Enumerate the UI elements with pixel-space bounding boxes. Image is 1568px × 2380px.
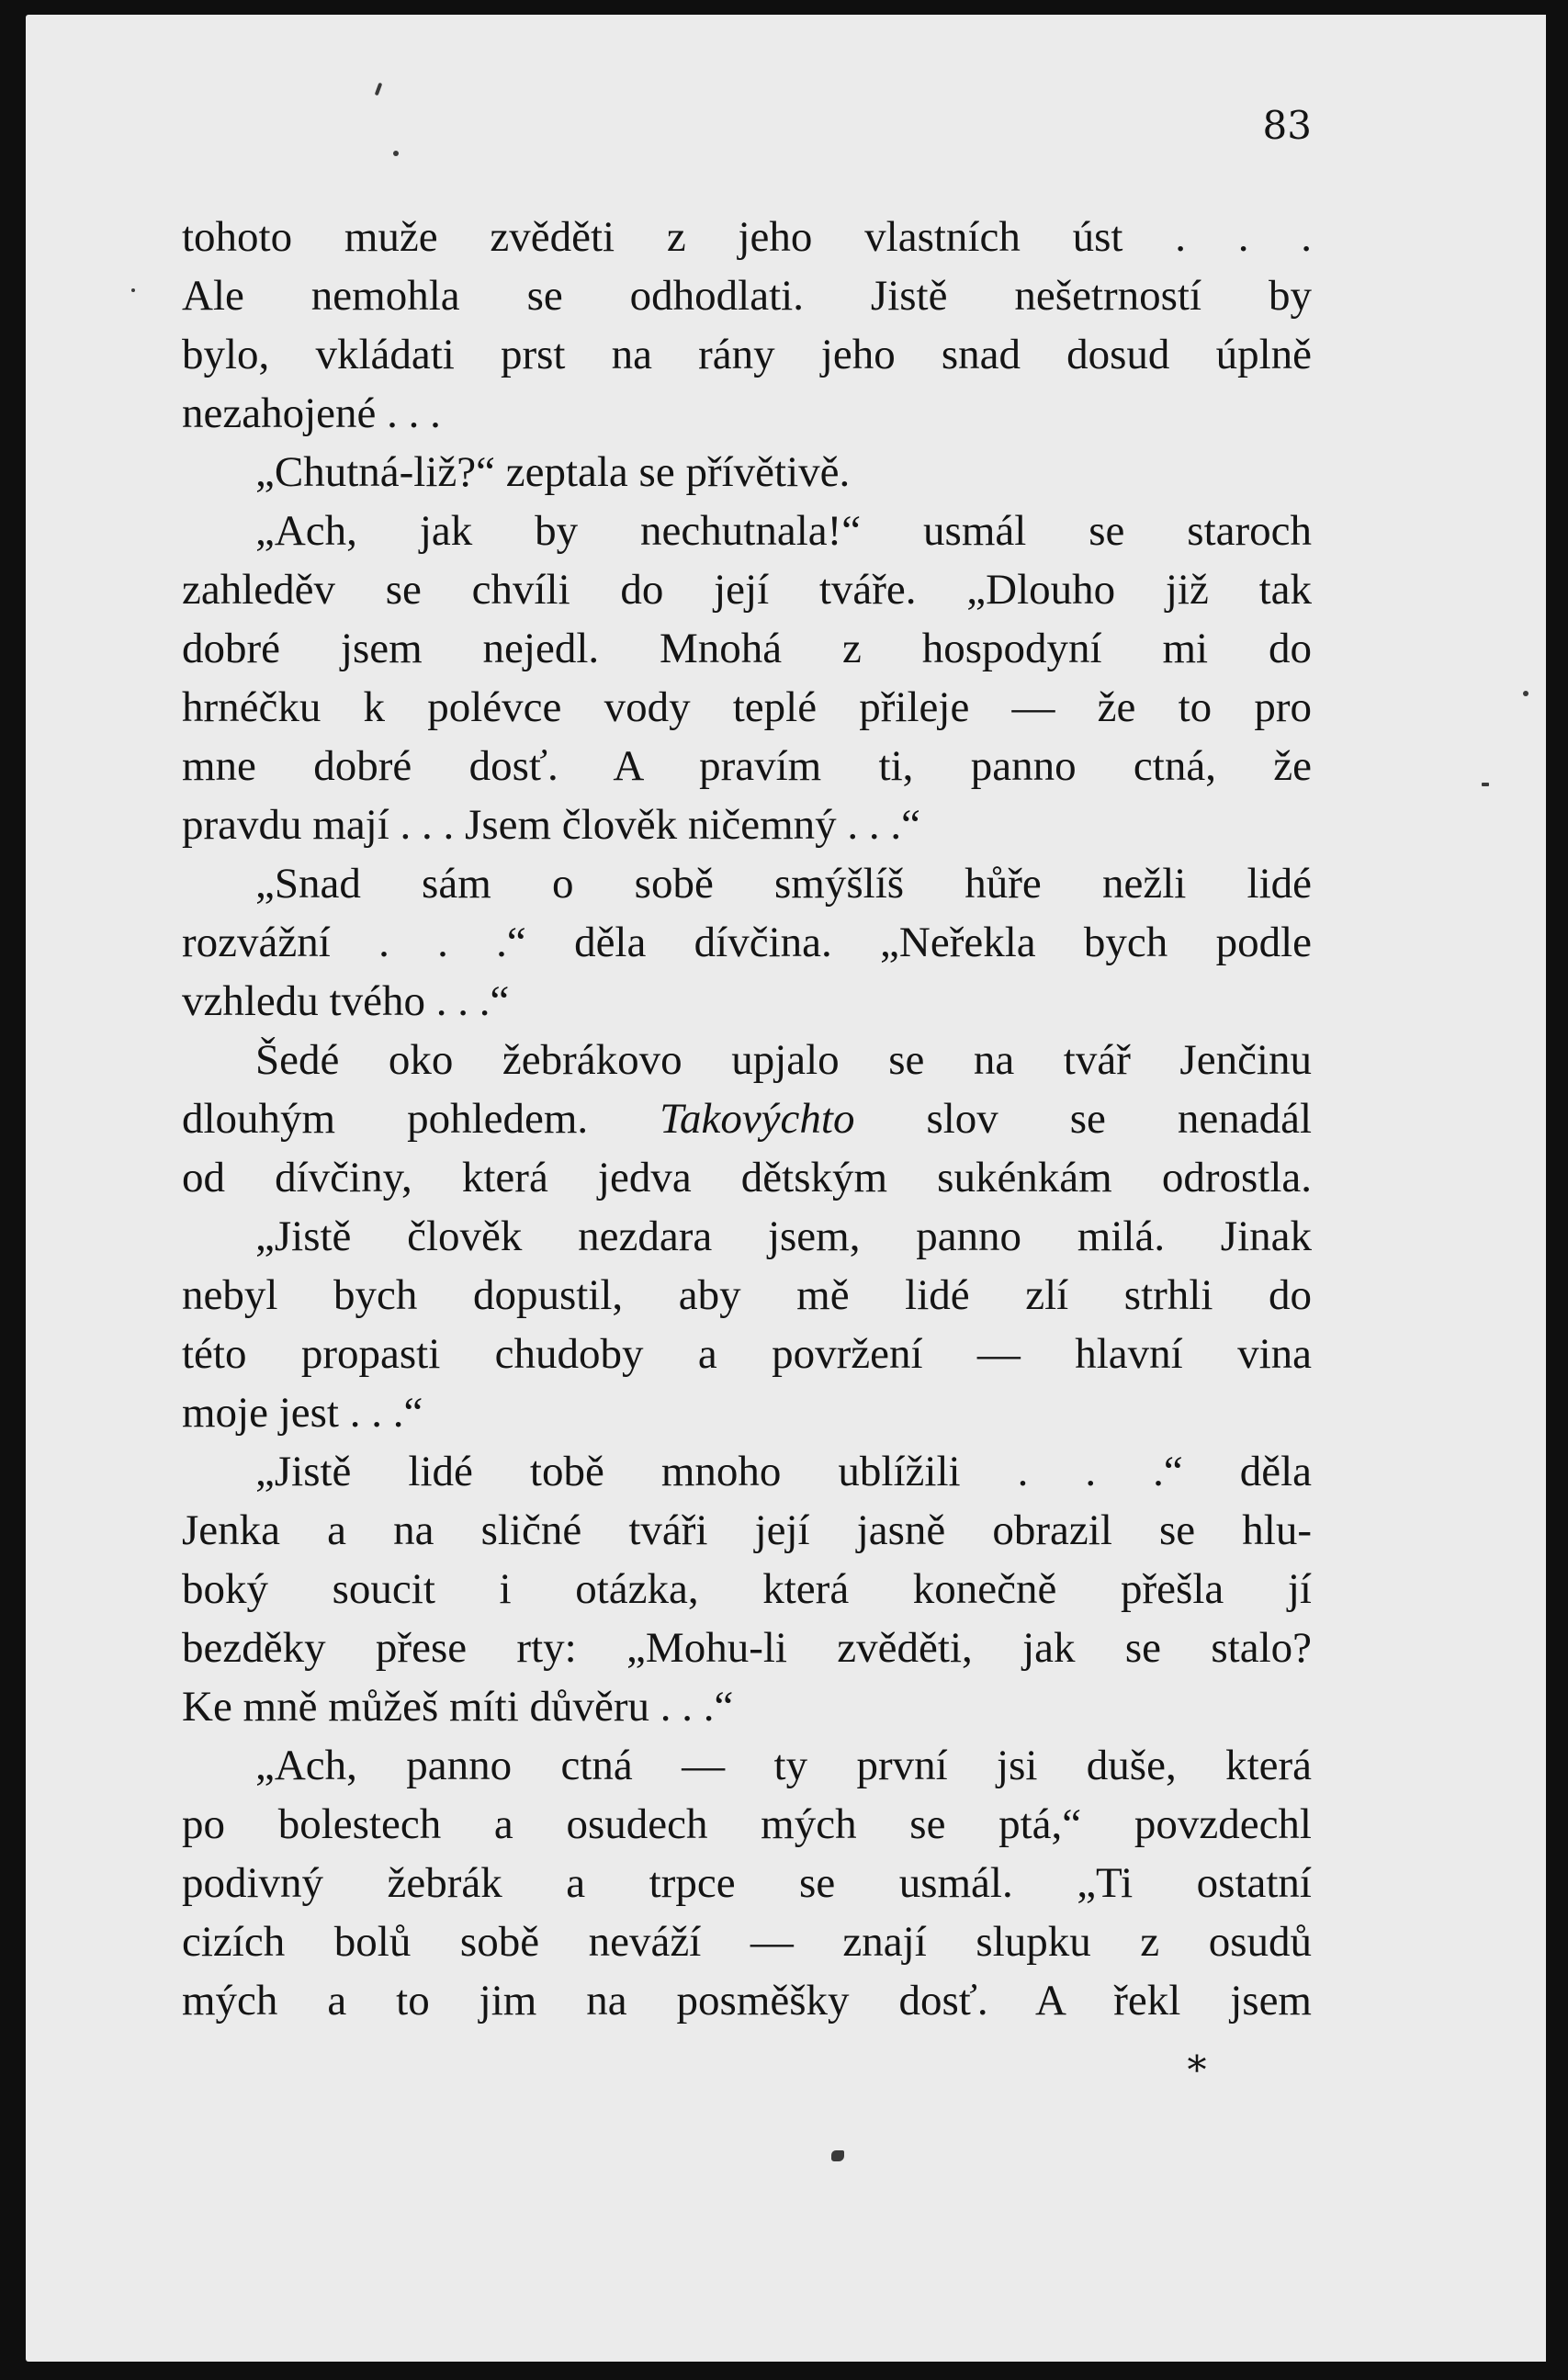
text-line: cizích bolů sobě neváží — znají slupku z osudů (182, 1918, 1312, 1966)
text-line: bezděky přese rty: „Mohu-li zvěděti, jak se stalo? (182, 1624, 1312, 1672)
paper-speck (375, 83, 383, 96)
text-line: Šedé oko žebrákovo upjalo se na tvář Jenčinu (255, 1036, 1312, 1084)
text-line: mých a to jim na posměšky dosť. A řekl jsem (182, 1977, 1312, 2025)
text-line: Ale nemohla se odhodlati. Jistě nešetrností by (182, 272, 1312, 320)
text-line: „Chutná-liž?“ zeptala se přívětivě. (255, 448, 851, 496)
text-line: nezahojené . . . (182, 389, 441, 437)
book-page (26, 15, 1546, 2362)
text-line: „Jistě člověk nezdara jsem, panno milá. Jinak (255, 1213, 1312, 1260)
text-line: boký soucit i otázka, která konečně přešla jí (182, 1565, 1312, 1613)
paper-speck (1482, 783, 1489, 786)
text-line: „Ach, jak by nechutnala!“ usmál se staroch (255, 507, 1312, 555)
text-line: zahleděv se chvíli do její tváře. „Dlouho již tak (182, 566, 1312, 614)
text-line: mne dobré dosť. A pravím ti, panno ctná, že (182, 742, 1312, 790)
text-line: hrnéčku k polévce vody teplé přileje — že to pro (182, 683, 1312, 731)
text-line: „Ach, panno ctná — ty první jsi duše, která (255, 1742, 1312, 1789)
body-text (182, 208, 1312, 2030)
page-number: 83 (1262, 103, 1312, 148)
signature-mark: * (1187, 2047, 1207, 2092)
text-line: Ke mně můžeš míti důvěru . . .“ (182, 1683, 734, 1731)
paper-speck (131, 288, 135, 292)
text-line: „Snad sám o sobě smýšlíš hůře nežli lidé (255, 860, 1312, 908)
text-line: bylo, vkládati prst na rány jeho snad dosud úplně (182, 331, 1312, 378)
text-line: pravdu mají . . . Jsem člověk ničemný . . .“ (182, 801, 921, 849)
text-line: dobré jsem nejedl. Mnohá z hospodyní mi do (182, 625, 1312, 672)
paper-speck (393, 151, 399, 156)
text-line: „Jistě lidé tobě mnoho ublížili . . .“ děla (255, 1448, 1312, 1495)
text-line: podivný žebrák a trpce se usmál. „Ti ostatní (182, 1859, 1312, 1907)
text-segment: dlouhým pohledem. (182, 1095, 589, 1143)
emphasized-word: Takovýchto (660, 1095, 855, 1143)
text-line: rozvážní . . .“ děla dívčina. „Neřekla bych podle (182, 919, 1312, 966)
text-line: Jenka a na sličné tváři její jasně obrazil se hlu- (182, 1506, 1312, 1554)
paper-speck (1523, 691, 1529, 696)
text-line: moje jest . . .“ (182, 1389, 423, 1437)
text-line: nebyl bych dopustil, aby mě lidé zlí strhli do (182, 1271, 1312, 1319)
text-segment: slov se nenadál (926, 1095, 1313, 1143)
text-line: vzhledu tvého . . .“ (182, 977, 510, 1025)
paper-speck (831, 2150, 844, 2161)
text-line: po bolestech a osudech mých se ptá,“ povzdechl (182, 1800, 1312, 1848)
text-line: od dívčiny, která jedva dětským sukénkám odrostla. (182, 1154, 1312, 1201)
text-line: tohoto muže zvěděti z jeho vlastních úst . . . (182, 213, 1312, 261)
text-line: této propasti chudoby a povržení — hlavní vina (182, 1330, 1312, 1378)
text-line-with-emphasis (182, 1089, 1312, 1148)
